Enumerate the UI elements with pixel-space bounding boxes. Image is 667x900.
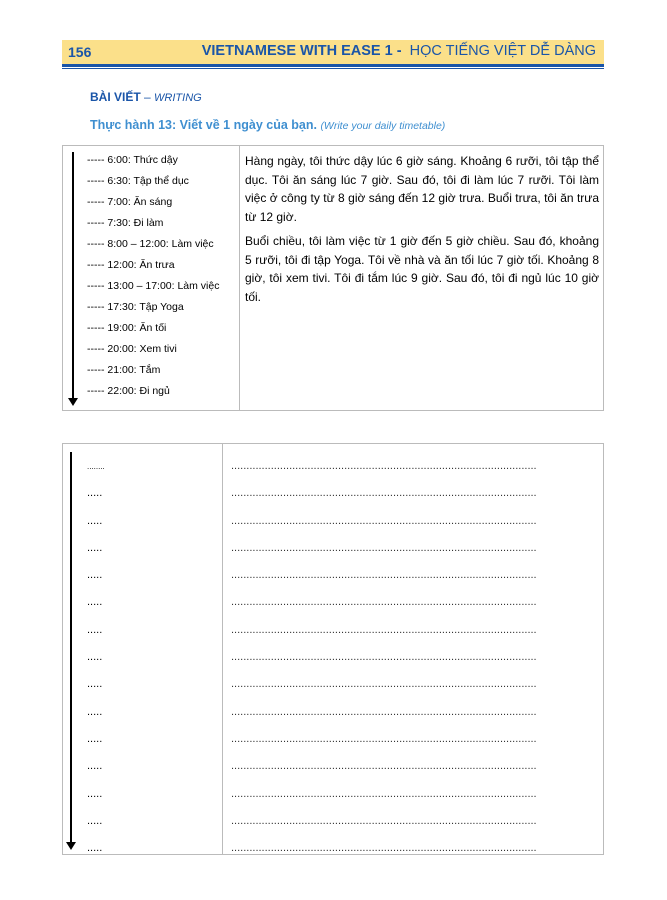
activity-blank[interactable]: .................................................................................................... [231,514,537,527]
schedule-item: ----- 22:00: Đi ngủ [87,385,170,397]
book-title [202,43,596,59]
section-separator: – [144,90,151,104]
time-blank[interactable]: ..... [87,814,103,827]
schedule-item: ----- 20:00: Xem tivi [87,343,177,355]
time-blank[interactable]: ..... [87,541,103,554]
activity-blank[interactable]: .................................................................................................... [231,596,537,609]
time-blank[interactable]: ..... [87,678,103,691]
time-blank[interactable]: ........ [87,462,105,471]
schedule-item: ----- 7:00: Ăn sáng [87,196,173,208]
activity-blank[interactable]: .................................................................................................... [231,814,537,827]
activity-blank[interactable]: .................................................................................................... [231,842,537,855]
practice-row[interactable] [87,758,537,785]
practice-row[interactable] [87,458,537,485]
schedule-item: ----- 6:30: Tập thể dục [87,175,189,187]
time-blank[interactable]: ..... [87,623,103,636]
practice-row[interactable] [87,676,537,703]
practice-row[interactable] [87,786,537,813]
time-blank[interactable]: ..... [87,760,103,773]
activity-blank[interactable]: .................................................................................................... [231,705,537,718]
example-table [62,145,604,411]
time-blank[interactable]: ..... [87,705,103,718]
practice-row[interactable] [87,704,537,731]
example-paragraph-afternoon: Buổi chiều, tôi làm việc từ 1 giờ đến 5 giờ chiều. Sau đó, khoảng 5 rưỡi, tôi đi tập Yoga. Tôi về nhà và ăn tối lúc 7 giờ tối. Khoảng 8 giờ, tôi xem tivi. Tôi đi tắm lúc 9 giờ. Sau đó, tôi đi ngủ lúc 10 giờ tối. [245,234,599,304]
column-divider [222,444,223,854]
practice-row[interactable] [87,840,537,867]
time-blank[interactable]: ..... [87,514,103,527]
schedule-item: ----- 21:00: Tắm [87,364,161,376]
timeline-arrow-line [72,152,74,398]
time-blank[interactable]: ..... [87,787,103,800]
schedule-item: ----- 7:30: Đi làm [87,217,164,229]
practice-row[interactable] [87,649,537,676]
section-heading [90,90,202,104]
time-blank[interactable]: ..... [87,487,103,500]
page-header [62,40,604,64]
practice-row[interactable] [87,594,537,621]
practice-row[interactable] [87,813,537,840]
practice-row[interactable] [87,485,537,512]
schedule-item: ----- 6:00: Thức dậy [87,154,178,166]
schedule-item: ----- 12:00: Ăn trưa [87,259,175,271]
practice-row[interactable] [87,540,537,567]
schedule-item: ----- 13:00 – 17:00: Làm việc [87,280,220,292]
activity-blank[interactable]: .................................................................................................... [231,569,537,582]
schedule-list [87,152,219,404]
timeline-arrow-line [70,452,72,842]
practice-table [62,443,604,855]
activity-blank[interactable]: .................................................................................................... [231,487,537,500]
activity-blank[interactable]: .................................................................................................... [231,760,537,773]
practice-row[interactable] [87,731,537,758]
activity-blank[interactable]: .................................................................................................... [231,678,537,691]
header-rule [62,64,604,67]
exercise-title: Thực hành 13: Viết về 1 ngày của bạn. [90,118,317,132]
time-blank[interactable]: ..... [87,596,103,609]
section-title: BÀI VIẾT [90,90,141,104]
activity-blank[interactable]: .................................................................................................... [231,460,537,472]
book-title-english: VIETNAMESE WITH EASE 1 - [201,43,402,59]
example-paragraph-morning: Hàng ngày, tôi thức dậy lúc 6 giờ sáng. Khoảng 6 rưỡi, tôi tập thể dục. Tôi ăn sáng lúc 7 giờ. Sau đó, tôi đi làm lúc 7 rưỡi. Tôi làm việc ở công ty từ 8 giờ sáng đến 12 giờ trưa. Buổi trưa, tôi ăn trưa từ 12 giờ. [245,154,599,224]
practice-rows [87,458,537,867]
practice-row[interactable] [87,567,537,594]
exercise-heading [90,118,445,132]
practice-row[interactable] [87,622,537,649]
activity-blank[interactable]: .................................................................................................... [231,541,537,554]
section-subtitle: WRITING [154,92,202,104]
header-rule-thin [62,68,604,69]
time-blank[interactable]: ..... [87,651,103,664]
page-number: 156 [68,44,92,60]
time-blank[interactable]: ..... [87,569,103,582]
activity-blank[interactable]: .................................................................................................... [231,651,537,664]
time-blank[interactable]: ..... [87,842,103,855]
activity-blank[interactable]: .................................................................................................... [231,732,537,745]
timeline-arrow-down-icon [66,842,76,850]
time-blank[interactable]: ..... [87,732,103,745]
schedule-item: ----- 8:00 – 12:00: Làm việc [87,238,214,250]
book-title-vietnamese: HỌC TIẾNG VIỆT DỄ DÀNG [409,43,596,59]
column-divider [239,146,240,410]
activity-blank[interactable]: .................................................................................................... [231,623,537,636]
schedule-item: ----- 19:00: Ăn tối [87,322,167,334]
practice-row[interactable] [87,513,537,540]
schedule-item: ----- 17:30: Tập Yoga [87,301,184,313]
exercise-hint: (Write your daily timetable) [320,120,446,132]
activity-blank[interactable]: .................................................................................................... [231,787,537,800]
timeline-arrow-down-icon [68,398,78,406]
